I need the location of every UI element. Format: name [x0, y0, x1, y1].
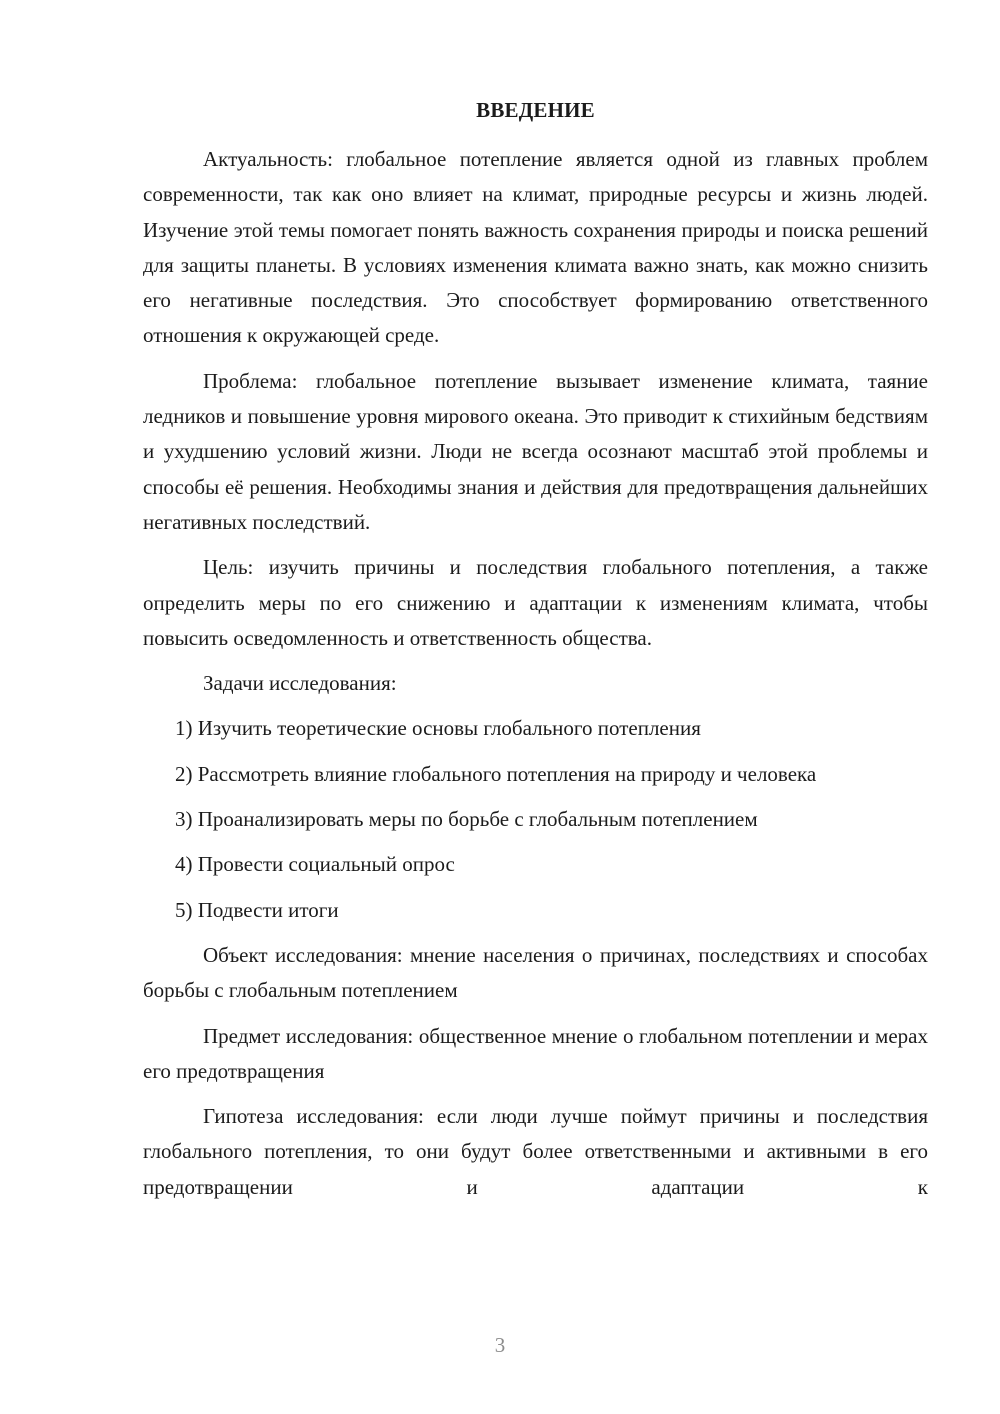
tasks-title: Задачи исследования:: [203, 671, 397, 696]
page-number: 3: [494, 1333, 506, 1357]
hypothesis-paragraph: Гипотеза исследования: если люди лучше поймут причины и последствия глобального потепления, то они будут более ответственными и активными в его предотвращении и адаптации к: [143, 1104, 928, 1199]
problem-paragraph: Проблема: глобальное потепление вызывает изменение климата, таяние ледников и повышение уровня мирового океана. Это приводит к стихийным бедствиям и ухудшению условий жизни. Люди не всегда осознают масштаб этой проблемы и способы её решения. Необходимы знания и действия для предотвращения дальнейших негативных последствий.: [143, 368, 928, 534]
relevance-paragraph: Актуальность: глобальное потепление является одной из главных проблем современности, так как оно влияет на климат, природные ресурсы и жизнь людей. Изучение этой темы помогает понять важность сохранения природы и поиска решений для защиты планеты. В условиях изменения климата важно знать, как можно снизить его негативные последствия. Это способствует формированию ответственного отношения к окружающей среде.: [143, 147, 928, 348]
task-item-4: 4) Провести социальный опрос: [175, 852, 455, 877]
document-page: [143, 94, 928, 1215]
task-item-3: 3) Проанализировать меры по борьбе с глобальным потеплением: [175, 807, 758, 832]
goal-paragraph: Цель: изучить причины и последствия глобального потепления, а также определить меры по его снижению и адаптации к изменениям климата, чтобы повысить осведомленность и ответственность общества.: [143, 555, 928, 650]
task-item-1: 1) Изучить теоретические основы глобального потепления: [175, 716, 701, 741]
object-paragraph: Объект исследования: мнение населения о причинах, последствиях и способах борьбы с глобальным потеплением: [143, 942, 928, 1003]
task-item-2: 2) Рассмотреть влияние глобального потепления на природу и человека: [175, 761, 817, 786]
section-heading: ВВЕДЕНИЕ: [476, 98, 595, 122]
task-item-5: 5) Подвести итоги: [175, 897, 339, 922]
subject-paragraph: Предмет исследования: общественное мнение о глобальном потеплении и мерах его предотвращения: [143, 1023, 928, 1083]
